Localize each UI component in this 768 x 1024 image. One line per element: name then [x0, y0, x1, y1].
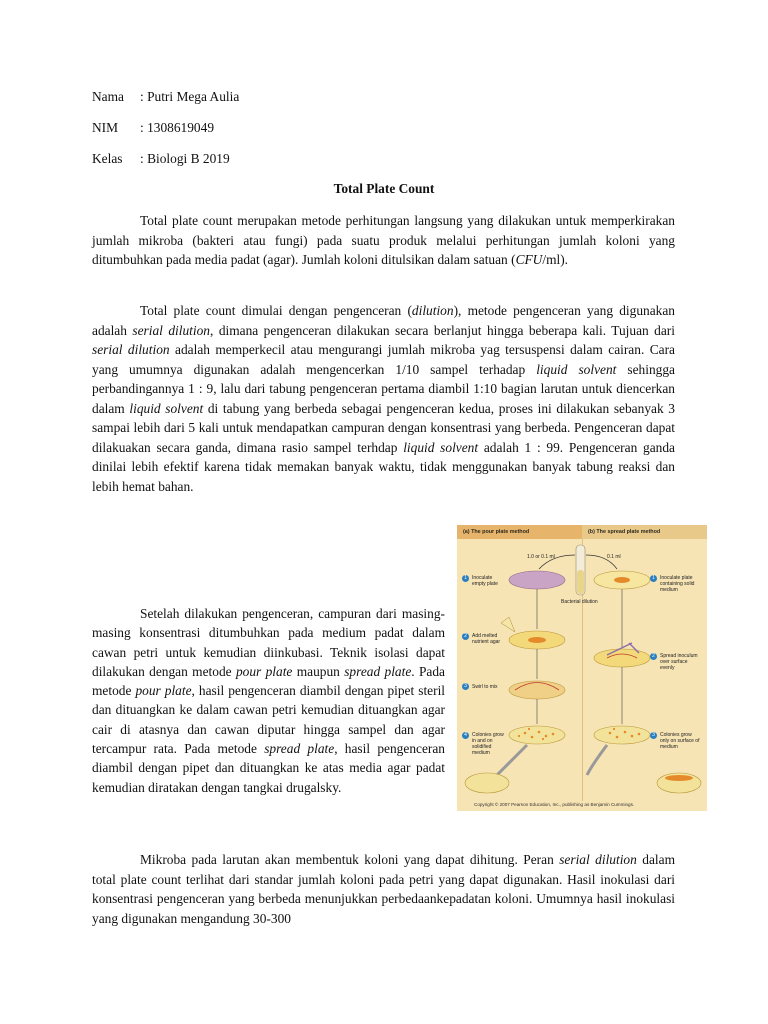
- text-run: Total plate count dimulai dengan pengenceran (: [140, 303, 412, 318]
- text-run: Setelah dilakukan pengenceran, campuran dari masing-masing konsentrasi ditumbuhkan pada medium padat dalam cawan petri untuk kemudian diinkubasi. Teknik isolasi dapat dilakukan dengan metode: [92, 606, 445, 679]
- italic-term: liquid solvent: [129, 400, 204, 416]
- italic-term: pour plate: [235, 663, 293, 679]
- figure-copyright: Copyright © 2007 Pearson Education, Inc., publishing as Benjamin Cummings.: [474, 802, 635, 807]
- step-1b-label: Inoculate plate containing solid medium: [660, 575, 695, 593]
- text-run: , hasil pengenceran diambil dengan pipet steril dan dituangkan ke dalam cawan petri kemudian dituangkan agar cair di atasnya dan cawan diputar hingga sampel dan agar tercampur rata. Pada metode: [92, 683, 446, 757]
- volume-label-spread: 0.1 ml: [607, 554, 621, 560]
- bacterial-dilution-label: Bacterial dilution: [561, 599, 598, 605]
- italic-term: liquid solvent: [403, 439, 479, 455]
- paragraph-2: [92, 301, 675, 496]
- italic-term: spread plate: [264, 741, 335, 757]
- italic-term: dilution: [411, 303, 454, 318]
- step-3a-label: Swirl to mix: [472, 684, 498, 690]
- spread-colonies-plate: [594, 726, 650, 744]
- step-4a-label: Colonies grow in and on solidified medium: [472, 732, 504, 756]
- pour-colonies-plate: [509, 726, 565, 744]
- italic-term: serial dilution: [132, 322, 211, 338]
- step-4a-badge: 4: [462, 732, 469, 739]
- pour-swirl-plate: [509, 681, 565, 699]
- paragraph-1: [92, 211, 675, 270]
- italic-term: serial dilution: [92, 342, 170, 357]
- document-title: Total Plate Count: [333, 181, 435, 196]
- nim-value: : 1308619049: [140, 120, 215, 135]
- step-1a-badge: 1: [462, 575, 469, 582]
- text-run: adalah 1 : 99. Pengenceran ganda dinilai lebih efektif karena tidak memakan banyak waktu, tidak menggunakan banyak tabung reaksi dan lebih hemat bahan.: [92, 439, 675, 494]
- step-2a-badge: 2: [462, 633, 469, 640]
- text-run: dalam total plate count terlihat dari standar jumlah koloni pada petri yang dapat digunakan. Hasil inokulasi dari konsentrasi pengenceran yang berbeda menunjukkan perbedaankepadatan koloni. Umumnya hasil inokulasi yang digunakan mengandung 30-300: [92, 852, 675, 926]
- text-run: maupun: [292, 663, 345, 679]
- text-run: ), metode pengenceran yang digunakan adalah: [92, 303, 676, 338]
- plate-method-figure: [457, 525, 707, 811]
- step-3b-label: Colonies grow only on surface of medium: [660, 732, 700, 750]
- student-name-row: [92, 89, 239, 105]
- italic-term: CFU: [515, 252, 543, 267]
- class-value: : Biologi B 2019: [140, 151, 230, 166]
- nim-label: NIM: [92, 120, 119, 135]
- step-2b-badge: 2: [650, 653, 657, 660]
- volume-label-pour: 1.0 or 0.1 ml: [527, 554, 555, 560]
- step-3a-badge: 3: [462, 683, 469, 690]
- pour-cross-section: [465, 773, 509, 793]
- step-1b-badge: 1: [650, 575, 657, 582]
- pour-empty-plate: [509, 571, 565, 589]
- paragraph-3: [92, 604, 445, 797]
- text-run: Mikroba pada larutan akan membentuk koloni yang dapat dihitung. Peran: [140, 852, 560, 867]
- italic-term: spread plate: [344, 663, 412, 679]
- text-run: di tabung yang berbeda sebagai pengenceran kedua, proses ini dilakukan sebanyak 3 sampai lebih dari 5 kali untuk mendapatkan campuran dengan konsentrasi yang berbeda. Pengenceran dapat dilakuakan secara ganda, dimana rasio sampel terhdap: [92, 400, 675, 455]
- text-run: Total plate count merupakan metode perhitungan langsung yang dilakukan untuk memperkirakan jumlah mikroba (bakteri atau fungi) pada suatu produk melalui perhitungan jumlah koloni yang ditumbuhkan pada media padat (agar). Jumlah koloni ditulsikan dalam satuan (: [92, 213, 675, 267]
- text-run: sehingga perbandingannya 1 : 9, lalu dari tabung pengenceran pertama diambil 1:10 bagian larutan untuk diencerkan dalam: [92, 361, 675, 416]
- paragraph-4: [92, 850, 675, 928]
- step-2b-label: Spread inoculum over surface evenly: [660, 653, 698, 671]
- figure-header-spread: (b) The spread plate method: [582, 525, 707, 539]
- text-run: . Pada metode: [92, 663, 446, 699]
- italic-term: serial dilution: [559, 852, 637, 867]
- italic-term: liquid solvent: [536, 361, 617, 377]
- spread-result-arrow: [587, 745, 607, 775]
- step-2a-label: Add melted nutrient agar: [472, 633, 501, 645]
- name-value: : Putri Mega Aulia: [140, 89, 240, 104]
- text-run: adalah memperkecil atau mengurangi jumlah mikroba yag tersuspensi dalam cairan. Cara yang umumnya digunakan adalah mengencerkan 1/10 sampel terhadap: [92, 342, 675, 377]
- text-run: /ml).: [542, 252, 569, 267]
- italic-term: pour plate: [135, 683, 192, 699]
- student-class-row: [92, 151, 230, 167]
- step-1a-label: Inoculate empty plate: [472, 575, 498, 587]
- spread-inoculum-plate: [594, 649, 650, 667]
- agar-flask: [501, 617, 515, 632]
- figure-header-pour: (a) The pour plate method: [457, 525, 582, 539]
- step-3b-badge: 3: [650, 732, 657, 739]
- text-run: , dimana pengenceran dilakukan secara berlanjut hingga beberapa kali. Tujuan dari: [210, 322, 675, 338]
- text-run: , hasil pengenceran diambil dengan pipet dan dituangkan ke atas media agar padat kemudian diratakan dengan tangkai drugalsky.: [92, 741, 445, 795]
- class-label: Kelas: [92, 151, 123, 166]
- student-nim-row: [92, 120, 214, 136]
- name-label: Nama: [92, 89, 124, 104]
